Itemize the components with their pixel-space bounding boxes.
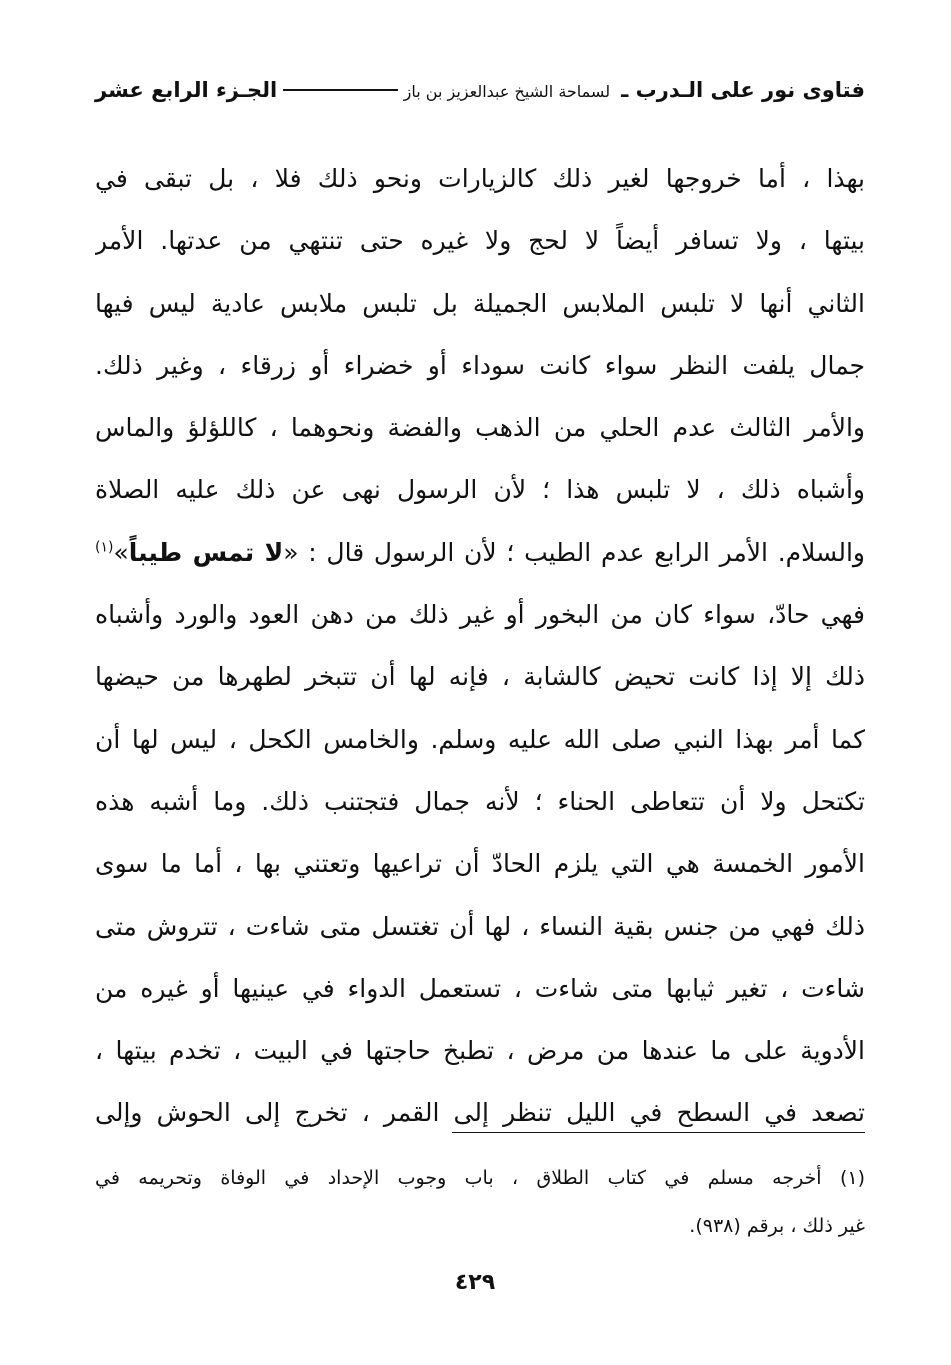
footnote-line: غير ذلك ، برقم (٩٣٨).	[689, 1215, 865, 1237]
header-rule	[283, 89, 397, 91]
line-text: والسلام. الأمر الرابع عدم الطيب ؛ لأن الرسول قال : «	[283, 537, 865, 567]
text-line: تصعد في السطح في الليل تنظر إلى القمر ، تخرج إلى الحوش وإلى	[95, 1098, 865, 1128]
text-line: ذلك إلا إذا كانت تحيض كالشابة ، فإنه لها أن تتبخر لطهرها من حيضها	[95, 662, 865, 692]
text-line: ذلك فهي من جنس بقية النساء ، لها أن تغتسل متى شاءت ، تتروش متى	[95, 911, 865, 941]
footnote-line: (١) أخرجه مسلم في كتاب الطلاق ، باب وجوب الإحداد في الوفاة وتحريمه في	[95, 1167, 865, 1189]
text-line: شاءت ، تغير ثيابها متى شاءت ، تستعمل الدواء في عينيها أو غيره من	[95, 973, 865, 1003]
text-line: والأمر الثالث عدم الحلي من الذهب والفضة ونحوهما ، كاللؤلؤ والماس	[95, 413, 865, 443]
book-title-block	[404, 78, 865, 102]
text-line: فهي حادّ، سواء كان من البخور أو غير ذلك من دهن العود والورد وأشباه	[95, 600, 865, 630]
main-text	[95, 148, 865, 1145]
text-line: كما أمر بهذا النبي صلى الله عليه وسلم. والخامس الكحل ، ليس لها أن	[95, 724, 865, 754]
page-number: ٤٢٩	[454, 1270, 496, 1295]
footnote-ref: (١)	[95, 539, 114, 556]
text-line: جمال يلفت النظر سواء كانت سوداء أو خضراء أو زرقاء ، وغير ذلك.	[95, 350, 865, 380]
quote-close: »	[113, 537, 129, 567]
running-header	[95, 78, 865, 112]
text-line: تكتحل ولا أن تتعاطى الحناء ؛ لأنه جمال فتجتنب ذلك. وما أشبه هذه	[95, 786, 865, 816]
author-line: لسماحة الشيخ عبدالعزيز بن باز	[403, 82, 611, 101]
text-line: الأمور الخمسة هي التي يلزم الحادّ أن تراعيها وتعتني بها ، أما ما سوى	[95, 849, 865, 879]
footnote-separator	[452, 1132, 865, 1133]
volume-label: الجـزء الرابع عشر	[95, 78, 278, 102]
hadith-quote: لا تمس طيباً	[128, 537, 284, 567]
footnote	[95, 1158, 865, 1254]
text-line: بيتها ، ولا تسافر أيضاً لا لحج ولا غيره حتى تنتهي من عدتها. الأمر	[95, 226, 865, 256]
text-line: الثاني أنها لا تلبس الملابس الجميلة بل تلبس ملابس عادية ليس فيها	[95, 288, 865, 318]
text-line: بهذا ، أما خروجها لغير ذلك كالزيارات ونحو ذلك فلا ، بل تبقى في	[95, 164, 865, 193]
text-line: الأدوية على ما عندها من مرض ، تطبخ حاجتها في البيت ، تخدم بيتها ،	[95, 1036, 865, 1066]
text-line: وأشباه ذلك ، لا تلبس هذا ؛ لأن الرسول نهى عن ذلك عليه الصلاة	[95, 475, 865, 505]
book-title: فتاوى نور على الـدرب ـ	[621, 78, 865, 102]
text-line-with-quote	[95, 522, 865, 584]
